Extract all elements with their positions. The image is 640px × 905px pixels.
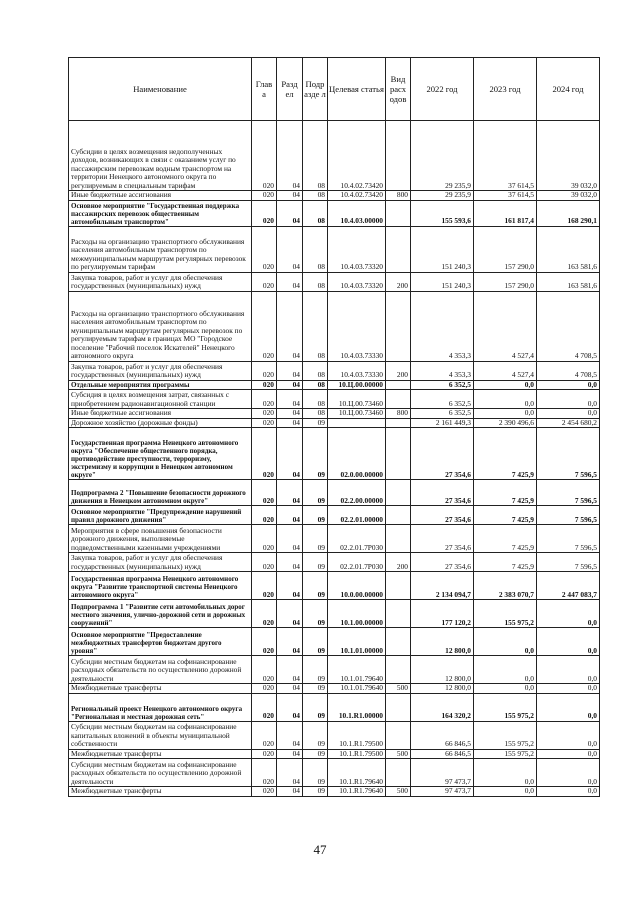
row-razdel: 04 (277, 506, 303, 525)
row-2023: 155 975,2 (474, 749, 537, 759)
row-2023: 157 290,0 (474, 272, 537, 291)
col-header-2023: 2023 год (474, 58, 537, 121)
row-2022: 151 240,3 (411, 226, 474, 272)
table-row (69, 361, 600, 380)
row-razdel: 04 (277, 553, 303, 572)
budget-table (68, 57, 600, 797)
row-name: Закупка товаров, работ и услуг для обеспечения государственных (муниципальных) нужд (69, 272, 252, 291)
row-2023: 7 425,9 (474, 506, 537, 525)
row-razdel: 04 (277, 390, 303, 409)
row-vid: 500 (386, 684, 411, 694)
table-row (69, 749, 600, 759)
row-2024: 0,0 (537, 684, 600, 694)
row-glava: 020 (252, 390, 277, 409)
table-row (69, 684, 600, 694)
row-name: Основное мероприятие "Государственная поддержка пассажирских перевозок общественным автомобильным транспортом" (69, 200, 252, 226)
row-podrazdel: 09 (303, 506, 328, 525)
row-razdel: 04 (277, 759, 303, 787)
table-row (69, 600, 600, 628)
row-glava: 020 (252, 380, 277, 390)
col-header-podrazdel: Подр азде л (303, 58, 328, 121)
row-name: Субсидии местным бюджетам на софинансирование капитальных вложений в объекты муниципальной собственности (69, 721, 252, 749)
row-razdel: 04 (277, 525, 303, 553)
row-glava: 020 (252, 506, 277, 525)
row-podrazdel: 08 (303, 191, 328, 201)
row-vid (386, 759, 411, 787)
row-vid (386, 721, 411, 749)
table-row (69, 787, 600, 797)
budget-table-page (68, 57, 599, 797)
row-vid (386, 600, 411, 628)
row-2022: 177 120,2 (411, 600, 474, 628)
row-name: Межбюджетные трансферты (69, 684, 252, 694)
row-name: Иные бюджетные ассигнования (69, 409, 252, 419)
row-2023: 161 817,4 (474, 200, 537, 226)
row-celevaya: 10.4.03.00000 (328, 200, 386, 226)
row-celevaya: 10.1.R1.00000 (328, 693, 386, 721)
row-2023: 0,0 (474, 759, 537, 787)
row-razdel: 04 (277, 684, 303, 694)
row-podrazdel: 08 (303, 121, 328, 191)
row-2023: 0,0 (474, 787, 537, 797)
table-row (69, 506, 600, 525)
row-celevaya: 10.4.03.73330 (328, 291, 386, 361)
row-podrazdel: 09 (303, 525, 328, 553)
row-podrazdel: 08 (303, 409, 328, 419)
row-podrazdel: 09 (303, 721, 328, 749)
row-glava: 020 (252, 787, 277, 797)
row-glava: 020 (252, 525, 277, 553)
row-name: Субсидии местным бюджетам на софинансирование расходных обязательств по осуществлению дорожной деятельности (69, 656, 252, 684)
row-2024: 0,0 (537, 628, 600, 656)
row-razdel: 04 (277, 272, 303, 291)
row-podrazdel: 09 (303, 553, 328, 572)
row-2024: 7 596,5 (537, 553, 600, 572)
row-2022: 4 353,3 (411, 361, 474, 380)
table-row (69, 380, 600, 390)
col-header-2022: 2022 год (411, 58, 474, 121)
table-row (69, 226, 600, 272)
row-glava: 020 (252, 409, 277, 419)
row-glava: 020 (252, 553, 277, 572)
row-2022: 2 134 094,7 (411, 572, 474, 600)
row-podrazdel: 09 (303, 628, 328, 656)
row-celevaya: 02.2.01.7Р030 (328, 553, 386, 572)
row-vid: 200 (386, 553, 411, 572)
row-2024: 0,0 (537, 693, 600, 721)
row-name: Расходы на организацию транспортного обслуживания населения автомобильным транспортом по муниципальным маршрутам регулярных перевозок по регулируемым тарифам в границах МО "Городское поселение "Рабочий поселок Искателей" Ненецкого автономного округа (69, 291, 252, 361)
row-2023: 2 383 070,7 (474, 572, 537, 600)
row-vid (386, 572, 411, 600)
row-celevaya: 02.2.00.00000 (328, 480, 386, 506)
row-razdel: 04 (277, 749, 303, 759)
row-2023: 7 425,9 (474, 428, 537, 480)
row-celevaya: 10.4.02.73420 (328, 191, 386, 201)
row-glava: 020 (252, 600, 277, 628)
row-razdel: 04 (277, 656, 303, 684)
row-2022: 2 161 449,3 (411, 418, 474, 428)
row-2022: 29 235,9 (411, 191, 474, 201)
row-2024: 0,0 (537, 390, 600, 409)
row-name: Дорожное хозяйство (дорожные фонды) (69, 418, 252, 428)
row-podrazdel: 08 (303, 272, 328, 291)
row-2024: 7 596,5 (537, 480, 600, 506)
table-row (69, 200, 600, 226)
row-razdel: 04 (277, 721, 303, 749)
row-name: Государственная программа Ненецкого автономного округа "Развитие транспортной системы Ненецкого автономного округа" (69, 572, 252, 600)
row-celevaya (328, 418, 386, 428)
row-vid (386, 693, 411, 721)
table-row (69, 272, 600, 291)
row-glava: 020 (252, 480, 277, 506)
row-podrazdel: 08 (303, 361, 328, 380)
row-razdel: 04 (277, 200, 303, 226)
row-vid (386, 656, 411, 684)
row-vid: 800 (386, 191, 411, 201)
row-name: Основное мероприятие "Предупреждение нарушений правил дорожного движения" (69, 506, 252, 525)
row-2022: 12 800,0 (411, 684, 474, 694)
row-glava: 020 (252, 628, 277, 656)
row-2022: 164 320,2 (411, 693, 474, 721)
row-2022: 151 240,3 (411, 272, 474, 291)
row-celevaya: 10.4.03.73320 (328, 272, 386, 291)
row-glava: 020 (252, 272, 277, 291)
row-razdel: 04 (277, 418, 303, 428)
row-2022: 27 354,6 (411, 506, 474, 525)
row-glava: 020 (252, 191, 277, 201)
row-2024: 0,0 (537, 759, 600, 787)
table-row (69, 656, 600, 684)
row-2024: 2 447 083,7 (537, 572, 600, 600)
row-vid: 500 (386, 787, 411, 797)
row-podrazdel: 09 (303, 656, 328, 684)
row-2023: 2 390 496,6 (474, 418, 537, 428)
row-2023: 7 425,9 (474, 525, 537, 553)
row-glava: 020 (252, 759, 277, 787)
row-2023: 4 527,4 (474, 291, 537, 361)
row-2023: 155 975,2 (474, 693, 537, 721)
row-2022: 97 473,7 (411, 787, 474, 797)
row-2023: 155 975,2 (474, 600, 537, 628)
table-row (69, 572, 600, 600)
row-podrazdel: 09 (303, 480, 328, 506)
row-2022: 27 354,6 (411, 480, 474, 506)
row-2022: 6 352,5 (411, 380, 474, 390)
row-celevaya: 10.1.01.00000 (328, 628, 386, 656)
row-glava: 020 (252, 418, 277, 428)
row-celevaya: 10.1.R1.79500 (328, 721, 386, 749)
row-vid (386, 291, 411, 361)
row-razdel: 04 (277, 628, 303, 656)
row-name: Межбюджетные трансферты (69, 787, 252, 797)
row-razdel: 04 (277, 380, 303, 390)
row-2024: 4 708,5 (537, 361, 600, 380)
table-row (69, 553, 600, 572)
row-2022: 27 354,6 (411, 428, 474, 480)
row-glava: 020 (252, 291, 277, 361)
row-2023: 37 614,5 (474, 191, 537, 201)
row-razdel: 04 (277, 121, 303, 191)
col-header-celevaya: Целевая статья (328, 58, 386, 121)
row-2022: 66 846,5 (411, 749, 474, 759)
col-header-name: Наименование (69, 58, 252, 121)
row-podrazdel: 08 (303, 200, 328, 226)
row-vid: 500 (386, 749, 411, 759)
row-podrazdel: 09 (303, 693, 328, 721)
row-2024: 0,0 (537, 787, 600, 797)
table-row (69, 525, 600, 553)
row-2024: 0,0 (537, 380, 600, 390)
row-2023: 0,0 (474, 684, 537, 694)
row-2022: 97 473,7 (411, 759, 474, 787)
row-2024: 0,0 (537, 409, 600, 419)
row-2024: 163 581,6 (537, 272, 600, 291)
row-podrazdel: 08 (303, 226, 328, 272)
row-name: Субсидии в целях возмещения недополученных доходов, возникающих в связи с оказанием услуг по пассажирским перевозкам водным транспортом на территории Ненецкого автономного округа по регулируемым в специальным тарифам (69, 121, 252, 191)
row-razdel: 04 (277, 361, 303, 380)
row-podrazdel: 09 (303, 572, 328, 600)
row-podrazdel: 08 (303, 390, 328, 409)
row-razdel: 04 (277, 572, 303, 600)
row-glava: 020 (252, 684, 277, 694)
row-glava: 020 (252, 693, 277, 721)
row-glava: 020 (252, 200, 277, 226)
row-celevaya: 02.0.00.00000 (328, 428, 386, 480)
table-row (69, 428, 600, 480)
row-razdel: 04 (277, 787, 303, 797)
row-vid: 200 (386, 361, 411, 380)
row-glava: 020 (252, 572, 277, 600)
row-2024: 39 032,0 (537, 191, 600, 201)
table-row (69, 191, 600, 201)
row-razdel: 04 (277, 291, 303, 361)
row-2022: 155 593,6 (411, 200, 474, 226)
row-vid (386, 226, 411, 272)
row-podrazdel: 08 (303, 291, 328, 361)
row-celevaya: 10.1.R1.79500 (328, 749, 386, 759)
page-number: 47 (313, 842, 327, 857)
row-2023: 0,0 (474, 380, 537, 390)
table-row (69, 121, 600, 191)
row-celevaya: 10.0.00.00000 (328, 572, 386, 600)
row-2022: 27 354,6 (411, 525, 474, 553)
row-name: Подпрограмма 1 "Развитие сети автомобильных дорог местного значения, улично-дорожной сети и дорожных сооружений" (69, 600, 252, 628)
row-podrazdel: 09 (303, 428, 328, 480)
row-celevaya: 10.4.03.73330 (328, 361, 386, 380)
row-2024: 7 596,5 (537, 428, 600, 480)
row-razdel: 04 (277, 480, 303, 506)
row-2024: 168 290,1 (537, 200, 600, 226)
row-2024: 0,0 (537, 721, 600, 749)
row-vid: 800 (386, 409, 411, 419)
row-vid (386, 506, 411, 525)
row-vid (386, 121, 411, 191)
row-podrazdel: 09 (303, 749, 328, 759)
row-2022: 12 800,0 (411, 628, 474, 656)
row-2024: 2 454 680,2 (537, 418, 600, 428)
row-vid: 200 (386, 272, 411, 291)
row-2023: 157 290,0 (474, 226, 537, 272)
row-2022: 4 353,3 (411, 291, 474, 361)
row-2022: 27 354,6 (411, 553, 474, 572)
row-celevaya: 10.4.03.73320 (328, 226, 386, 272)
table-row (69, 693, 600, 721)
row-celevaya: 10.4.02.73420 (328, 121, 386, 191)
col-header-razdel: Разд ел (277, 58, 303, 121)
row-celevaya: 02.2.01.00000 (328, 506, 386, 525)
table-row (69, 480, 600, 506)
row-name: Расходы на организацию транспортного обслуживания населения автомобильным транспортом по межмуниципальным маршрутам регулярных перевозок по регулируемым тарифам (69, 226, 252, 272)
table-row (69, 628, 600, 656)
row-podrazdel: 09 (303, 787, 328, 797)
col-header-vid: Вид расх одов (386, 58, 411, 121)
row-vid (386, 480, 411, 506)
table-row (69, 291, 600, 361)
row-razdel: 04 (277, 600, 303, 628)
row-razdel: 04 (277, 409, 303, 419)
row-celevaya: 10.Ц.00.73460 (328, 409, 386, 419)
row-glava: 020 (252, 656, 277, 684)
row-vid (386, 200, 411, 226)
row-celevaya: 10.1.01.79640 (328, 684, 386, 694)
row-celevaya: 10.1.R1.79640 (328, 759, 386, 787)
row-podrazdel: 09 (303, 600, 328, 628)
row-name: Мероприятия в сфере повышения безопасности дорожного движения, выполняемые подведомственными казенными учреждениями (69, 525, 252, 553)
row-vid (386, 390, 411, 409)
row-celevaya: 10.1.01.79640 (328, 656, 386, 684)
row-podrazdel: 08 (303, 380, 328, 390)
col-header-glava: Глав а (252, 58, 277, 121)
row-glava: 020 (252, 721, 277, 749)
row-vid (386, 418, 411, 428)
row-2024: 39 032,0 (537, 121, 600, 191)
row-name: Государственная программа Ненецкого автономного округа "Обеспечение общественного порядка, противодействие преступности, терроризму, экстремизму и коррупции в Ненецком автономном округе" (69, 428, 252, 480)
row-name: Региональный проект Ненецкого автономного округа "Региональная и местная дорожная сеть" (69, 693, 252, 721)
row-glava: 020 (252, 749, 277, 759)
row-name: Подпрограмма 2 "Повышение безопасности дорожного движения в Ненецком автономном округе" (69, 480, 252, 506)
col-header-2024: 2024 год (537, 58, 600, 121)
row-glava: 020 (252, 121, 277, 191)
row-2023: 0,0 (474, 628, 537, 656)
row-podrazdel: 09 (303, 418, 328, 428)
row-razdel: 04 (277, 226, 303, 272)
row-name: Субсидии местным бюджетам на софинансирование расходных обязательств по осуществлению дорожной деятельности (69, 759, 252, 787)
row-celevaya: 10.1.R1.79640 (328, 787, 386, 797)
row-name: Закупка товаров, работ и услуг для обеспечения государственных (муниципальных) нужд (69, 553, 252, 572)
row-2023: 0,0 (474, 656, 537, 684)
row-2024: 0,0 (537, 656, 600, 684)
row-2022: 6 352,5 (411, 409, 474, 419)
row-vid (386, 428, 411, 480)
table-body (69, 121, 600, 797)
row-celevaya: 10.Ц.00.00000 (328, 380, 386, 390)
row-2022: 29 235,9 (411, 121, 474, 191)
row-glava: 020 (252, 428, 277, 480)
row-name: Закупка товаров, работ и услуг для обеспечения государственных (муниципальных) нужд (69, 361, 252, 380)
row-razdel: 04 (277, 191, 303, 201)
row-name: Межбюджетные трансферты (69, 749, 252, 759)
row-razdel: 04 (277, 428, 303, 480)
row-vid (386, 525, 411, 553)
row-2023: 0,0 (474, 409, 537, 419)
row-2024: 4 708,5 (537, 291, 600, 361)
row-2024: 7 596,5 (537, 525, 600, 553)
row-podrazdel: 09 (303, 759, 328, 787)
row-2023: 7 425,9 (474, 553, 537, 572)
row-2024: 0,0 (537, 600, 600, 628)
row-name: Отдельные мероприятия программы (69, 380, 252, 390)
row-2024: 7 596,5 (537, 506, 600, 525)
row-vid (386, 628, 411, 656)
table-row (69, 409, 600, 419)
row-celevaya: 10.1.00.00000 (328, 600, 386, 628)
row-2022: 12 800,0 (411, 656, 474, 684)
row-vid (386, 380, 411, 390)
row-podrazdel: 09 (303, 684, 328, 694)
row-name: Иные бюджетные ассигнования (69, 191, 252, 201)
row-2024: 0,0 (537, 749, 600, 759)
row-2023: 37 614,5 (474, 121, 537, 191)
row-2023: 4 527,4 (474, 361, 537, 380)
row-2022: 66 846,5 (411, 721, 474, 749)
table-row (69, 418, 600, 428)
row-name: Субсидия в целях возмещения затрат, связанных с приобретением радионавигационной станции (69, 390, 252, 409)
row-2022: 6 352,5 (411, 390, 474, 409)
row-glava: 020 (252, 226, 277, 272)
table-row (69, 721, 600, 749)
row-2023: 7 425,9 (474, 480, 537, 506)
row-2024: 163 581,6 (537, 226, 600, 272)
row-name: Основное мероприятие "Предоставление межбюджетных трансфертов бюджетам другого уровня" (69, 628, 252, 656)
row-celevaya: 02.2.01.7Р030 (328, 525, 386, 553)
row-glava: 020 (252, 361, 277, 380)
table-header-row (69, 58, 600, 121)
table-row (69, 390, 600, 409)
row-2023: 155 975,2 (474, 721, 537, 749)
row-celevaya: 10.Ц.00.73460 (328, 390, 386, 409)
row-2023: 0,0 (474, 390, 537, 409)
table-row (69, 759, 600, 787)
row-razdel: 04 (277, 693, 303, 721)
